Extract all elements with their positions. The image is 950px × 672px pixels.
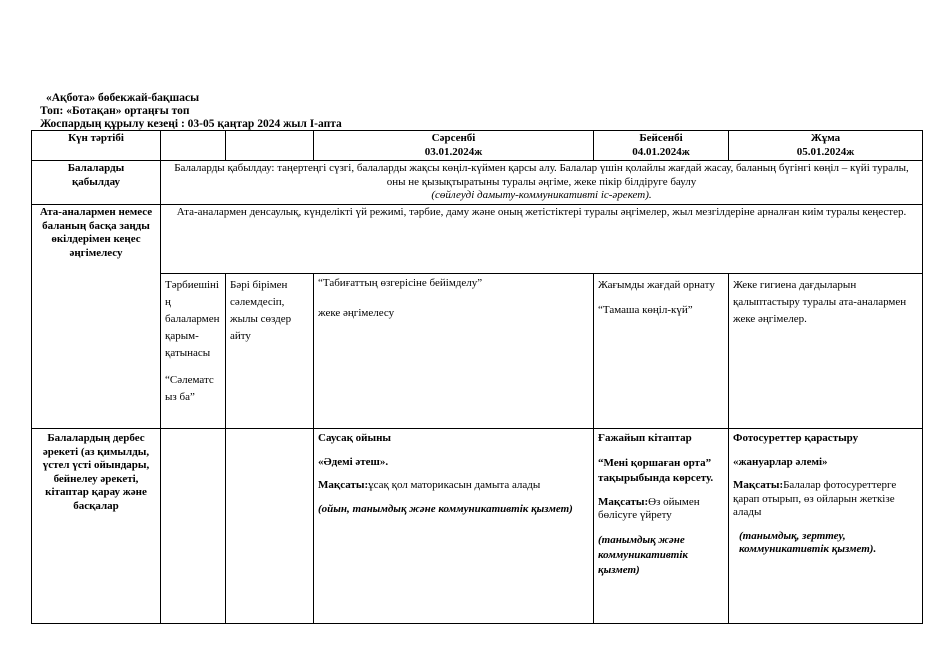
day-date: 03.01.2024ж (424, 145, 483, 158)
activity-title: Ғажайып кітаптар (598, 432, 692, 444)
day-date: 05.01.2024ж (796, 145, 855, 158)
parents-label: Ата-аналармен немесе баланың басқа заңды өкілдерімен кеңес әңгімелесу (32, 205, 161, 429)
day-friday-header (729, 131, 923, 161)
greeting-col3-text: жеке әңгімелесу (318, 306, 395, 319)
day-thursday-header (594, 131, 729, 161)
goal-label: Мақсаты: (733, 479, 784, 491)
activity-game: «жануарлар әлемі» (733, 455, 828, 468)
reception-label (32, 161, 161, 205)
day-date: 04.01.2024ж (632, 145, 690, 158)
empty-activity-cell (161, 429, 226, 624)
goal-text: Балалар фотосуреттерге қарап отырып, өз ойларын жеткізе алады (733, 479, 897, 518)
activity-friday (729, 429, 923, 624)
greeting-col4-text: Жағымды жағдай орнату (598, 279, 715, 291)
reception-text: Балаларды қабылдау: таңертеңгі сүзгі, балаларды жақсы көңіл-күймен қарсы алу. Балалар үшін қолайлы жағдай жасау, баланың бүгінгі көңіл – күйі туралы, оны не қызықтыратыны туралы әңгіме, жеке пікір білдіруге баулу (174, 162, 909, 188)
activity-note: (ойын, танымдық және коммуникативтік қызмет) (318, 502, 573, 515)
activity-title: Фотосуреттер қарастыру (733, 432, 859, 444)
greeting-col5-text: Жеке гигиена дағдыларын қалыптастыру туралы ата-аналармен жеке әңгімелер. (733, 279, 907, 325)
greeting-col4-quote: “Тамаша көңіл-күй” (598, 304, 693, 316)
activity-game: “Мені қоршаған орта” тақырыбында көрсету. (598, 456, 714, 484)
activity-thursday (594, 429, 729, 624)
greeting-col3 (314, 274, 594, 429)
schedule-header: Күн тәртібі (32, 131, 161, 161)
reception-row (32, 161, 923, 205)
greeting-row (32, 274, 923, 429)
day-name: Сәрсенбі (431, 132, 476, 144)
empty-header-cell (161, 131, 226, 161)
activity-title: Саусақ ойыны (318, 432, 392, 444)
greeting-col5 (729, 274, 923, 429)
goal-text: Өз ойымен бөлісуге үйрету (598, 495, 700, 521)
day-name: Бейсенбі (639, 132, 683, 144)
greeting-col1-quote: “Сәлематсыз ба” (165, 374, 214, 403)
activity-wednesday (314, 429, 594, 624)
greeting-col1 (161, 274, 226, 429)
greeting-col4 (594, 274, 729, 429)
empty-activity-cell (226, 429, 314, 624)
greeting-col2 (226, 274, 314, 429)
activity-note: (танымдық және коммуникативтік қызмет) (598, 533, 688, 576)
organization-name: «Ақбота» бөбекжай-бақшасы (46, 92, 200, 104)
greeting-col1-text: Тәрбиешінің балалармен қарым-қатынасы (165, 279, 220, 359)
parents-content: Ата-аналармен денсаулық, күнделікті үй режимі, тәрбие, даму және оның жетістіктері туралы әңгімелер, жыл мезгілдеріне арналған киім туралы кеңестер. (161, 205, 923, 274)
greeting-col2-text: Бәрі бірімен сәлемдесіп, жылы сөздер айту (230, 279, 292, 342)
group-name: Топ: «Ботақан» ортаңғы топ (40, 105, 190, 117)
header-row (32, 131, 923, 161)
activity-game: «Әдемі әтеш». (318, 455, 389, 468)
day-name: Жұма (810, 132, 841, 144)
empty-header-cell (226, 131, 314, 161)
goal-label: Мақсаты: (318, 479, 369, 491)
planning-period: Жоспардың құрылу кезеңі : 03-05 қаңтар 2024 жыл I-апта (40, 118, 342, 130)
activity-note: (танымдық, зерттеу, коммуникативтік қызмет). (739, 529, 877, 555)
reception-content (161, 161, 923, 205)
activity-label: Балалардың дербес әрекеті (аз қимылды, үстел үсті ойындары, бейнелеу әрекеті, кітаптар қарау және басқалар (32, 429, 161, 624)
reception-label-line: Балаларды (67, 162, 125, 174)
parents-row (32, 205, 923, 274)
goal-text: ұсақ қол маторикасын дамыта алады (368, 479, 541, 491)
reception-label-line: қабылдау (71, 175, 121, 188)
weekly-plan-table (31, 130, 923, 624)
reception-note: (сөйлеуді дамыту-коммуникативті іс-әрекет). (431, 189, 652, 201)
greeting-col3-title: “Табиғаттың өзгерісіне бейімделу” (318, 277, 483, 289)
activity-row (32, 429, 923, 624)
day-wednesday-header (314, 131, 594, 161)
goal-label: Мақсаты: (598, 495, 649, 508)
